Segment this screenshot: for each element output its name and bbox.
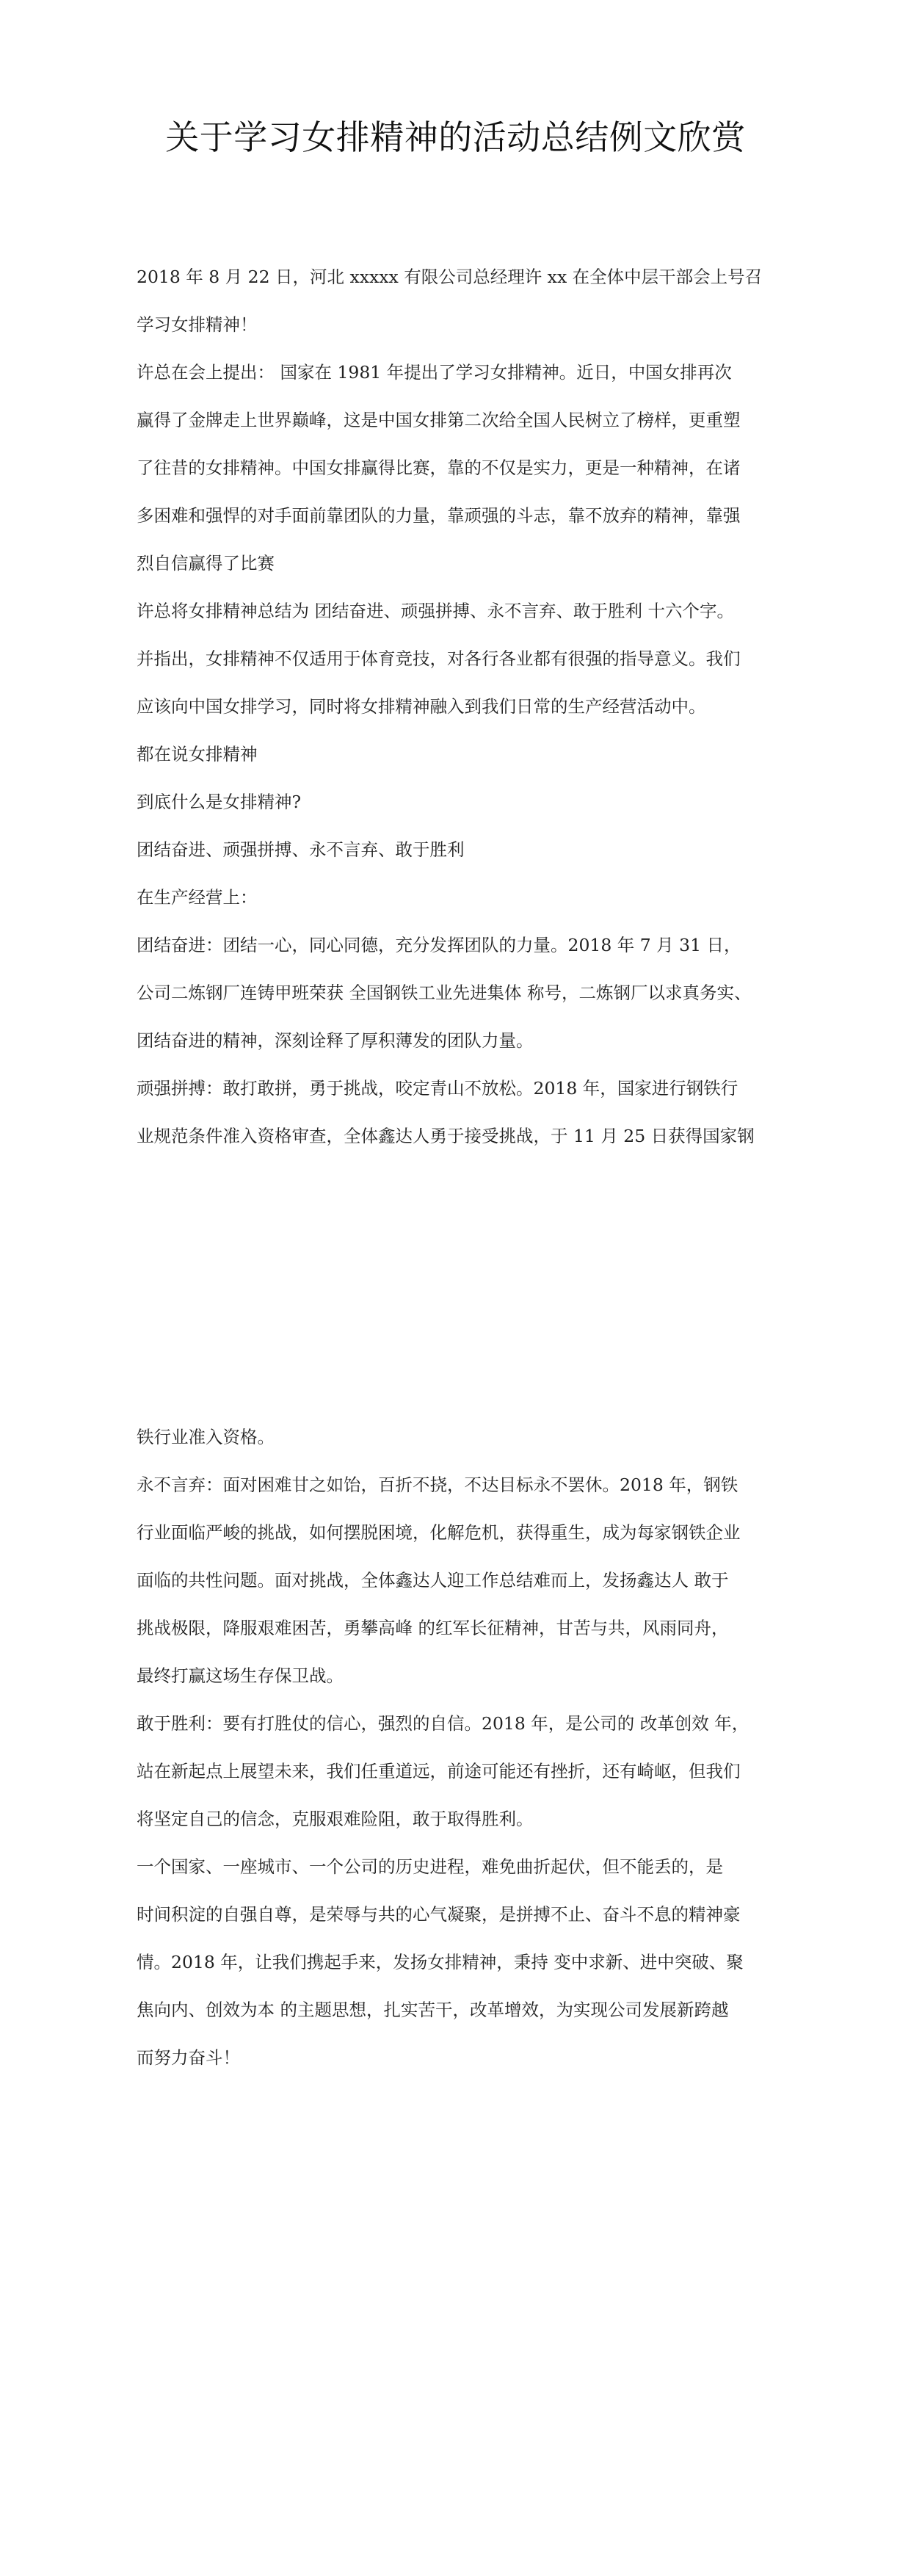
text-line: 学习女排精神！	[137, 314, 258, 335]
text-line: 2018 年 8 月 22 日，河北 xxxxx 有限公司总经理许 xx 在全体中层干部会上号召	[137, 267, 763, 287]
text-line: 顽强拼搏：敢打敢拼，勇于挑战，咬定青山不放松。2018 年，国家进行钢铁行	[137, 1078, 738, 1099]
text-line: 焦向内、创效为本 的主题思想，扎实苦干，改革增效，为实现公司发展新跨越	[137, 2000, 729, 2020]
body-text-section-2	[137, 1414, 786, 2082]
text-line: 应该向中国女排学习，同时将女排精神融入到我们日常的生产经营活动中。	[137, 696, 706, 717]
text-line: 挑战极限，降服艰难困苦，勇攀高峰 的红军长征精神，甘苦与共，风雨同舟，	[137, 1618, 729, 1638]
text-line: 铁行业准入资格。	[137, 1427, 275, 1447]
text-line: 行业面临严峻的挑战，如何摆脱困境，化解危机，获得重生，成为每家钢铁企业	[137, 1522, 741, 1543]
text-line: 情。2018 年，让我们携起手来，发扬女排精神，秉持 变中求新、进中突破、聚	[137, 1952, 744, 1972]
document-title: 关于学习女排精神的活动总结例文欣赏	[165, 117, 746, 157]
text-line: 而努力奋斗！	[137, 2047, 240, 2068]
text-line: 站在新起点上展望未来，我们任重道远，前途可能还有挫折，还有崎岖，但我们	[137, 1761, 741, 1781]
text-line: 业规范条件准入资格审查，全体鑫达人勇于接受挑战，于 11 月 25 日获得国家钢	[137, 1126, 755, 1146]
text-line: 许总将女排精神总结为 团结奋进、顽强拼搏、永不言弃、敢于胜利 十六个字。	[137, 601, 734, 621]
text-line: 了往昔的女排精神。中国女排赢得比赛，靠的不仅是实力，更是一种精神，在诸	[137, 457, 741, 478]
text-line: 赢得了金牌走上世界巅峰，这是中国女排第二次给全国人民树立了榜样，更重塑	[137, 410, 741, 430]
text-line: 时间积淀的自强自尊，是荣辱与共的心气凝聚，是拼搏不止、奋斗不息的精神豪	[137, 1904, 741, 1925]
text-line: 都在说女排精神	[137, 744, 258, 764]
text-line: 一个国家、一座城市、一个公司的历史进程，难免曲折起伏，但不能丢的，是	[137, 1856, 723, 1877]
text-line: 团结奋进：团结一心，同心同德，充分发挥团队的力量。2018 年 7 月 31 日，	[137, 935, 741, 955]
text-line: 永不言弃：面对困难甘之如饴，百折不挠，不达目标永不罢休。2018 年，钢铁	[137, 1475, 738, 1495]
text-line: 团结奋进、顽强拼搏、永不言弃、敢于胜利	[137, 839, 465, 860]
text-line: 将坚定自己的信念，克服艰难险阻，敢于取得胜利。	[137, 1809, 534, 1829]
text-line: 到底什么是女排精神?	[137, 792, 302, 812]
text-line: 许总在会上提出： 国家在 1981 年提出了学习女排精神。近日，中国女排再次	[137, 362, 732, 383]
text-line: 敢于胜利：要有打胜仗的信心，强烈的自信。2018 年，是公司的 改革创效 年，	[137, 1713, 750, 1734]
text-line: 并指出，女排精神不仅适用于体育竞技，对各行各业都有很强的指导意义。我们	[137, 648, 741, 669]
text-line: 最终打赢这场生存保卫战。	[137, 1665, 344, 1686]
text-line: 在生产经营上：	[137, 887, 258, 908]
text-line: 多困难和强悍的对手面前靠团队的力量，靠顽强的斗志，靠不放弃的精神，靠强	[137, 505, 741, 526]
text-line: 烈自信赢得了比赛	[137, 553, 275, 574]
text-line: 公司二炼钢厂连铸甲班荣获 全国钢铁工业先进集体 称号，二炼钢厂以求真务实、	[137, 983, 752, 1003]
text-line: 面临的共性问题。面对挑战，全体鑫达人迎工作总结难而上，发扬鑫达人 敢于	[137, 1570, 729, 1591]
text-line: 团结奋进的精神，深刻诠释了厚积薄发的团队力量。	[137, 1030, 534, 1051]
body-text-section-1	[137, 253, 786, 1160]
